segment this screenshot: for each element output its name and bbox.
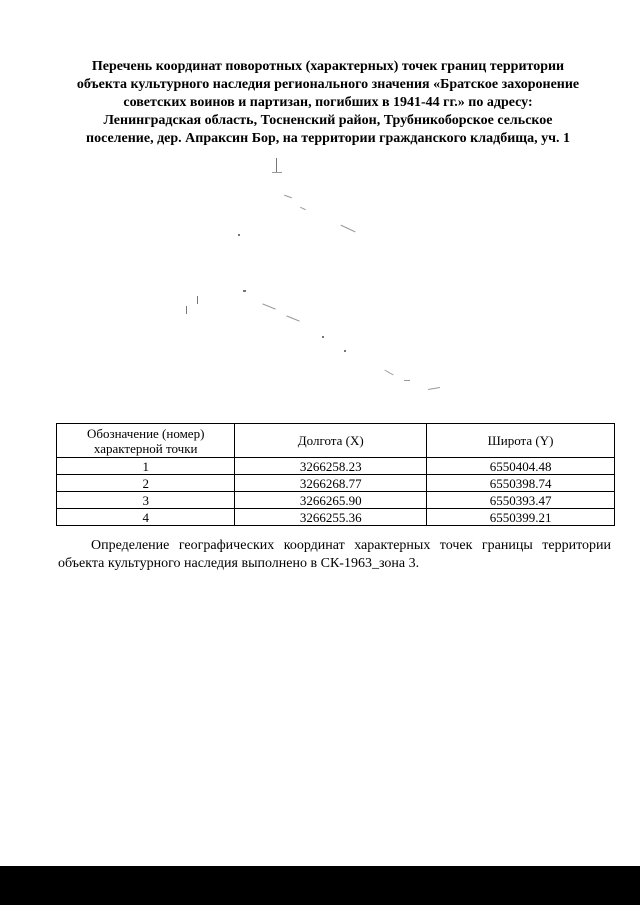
cell-point: 2: [57, 475, 235, 492]
title-line-3: советских воинов и партизан, погибших в 1941-44 гг.» по адресу:: [123, 95, 533, 110]
cell-point: 3: [57, 492, 235, 509]
column-header-latitude: Широта (Y): [427, 424, 615, 458]
cell-x: 3266268.77: [235, 475, 427, 492]
scan-speck: [238, 234, 240, 236]
coordinate-system-note: Определение географических координат характерных точек границы территории объекта культурного наследия выполнено в СК-1963_зона 3.: [58, 538, 611, 571]
cell-y: 6550399.21: [427, 509, 615, 526]
table-row: [57, 492, 615, 509]
scan-speck: [341, 225, 356, 233]
scan-speck: [186, 306, 187, 314]
scan-speck: [322, 336, 324, 338]
cell-point: 4: [57, 509, 235, 526]
scan-border: [0, 866, 640, 905]
table-row: [57, 475, 615, 492]
cell-x: 3266255.36: [235, 509, 427, 526]
table-header-row: [57, 424, 615, 458]
title-line-1: Перечень координат поворотных (характерных) точек границ территории: [91, 59, 565, 74]
cell-point: 1: [57, 458, 235, 475]
scan-speck: [300, 207, 306, 210]
scan-speck: [344, 350, 346, 352]
scan-speck: [284, 195, 292, 199]
scan-speck: [428, 387, 440, 390]
scan-speck: [276, 158, 277, 172]
scan-speck: [384, 370, 393, 376]
cell-x: 3266265.90: [235, 492, 427, 509]
table-row: [57, 509, 615, 526]
column-header-point: Обозначение (номер) характерной точки: [57, 424, 235, 458]
scan-speck: [243, 290, 246, 292]
table-row: [57, 458, 615, 475]
scan-speck: [404, 380, 410, 381]
cell-y: 6550404.48: [427, 458, 615, 475]
scan-speck: [286, 315, 299, 321]
column-header-longitude: Долгота (X): [235, 424, 427, 458]
title-line-5: поселение, дер. Апраксин Бор, на территории гражданского кладбища, уч. 1: [86, 131, 570, 146]
cell-y: 6550393.47: [427, 492, 615, 509]
cell-y: 6550398.74: [427, 475, 615, 492]
scan-speck: [272, 172, 282, 173]
coordinates-table: [56, 423, 615, 526]
document-title: [48, 58, 608, 148]
title-line-2: объекта культурного наследия регионального значения «Братское захоронение: [76, 77, 580, 92]
scan-speck: [197, 296, 198, 304]
scan-speck: [262, 303, 275, 309]
cell-x: 3266258.23: [235, 458, 427, 475]
title-line-4: Ленинградская область, Тосненский район, Трубникоборское сельское: [103, 113, 553, 128]
